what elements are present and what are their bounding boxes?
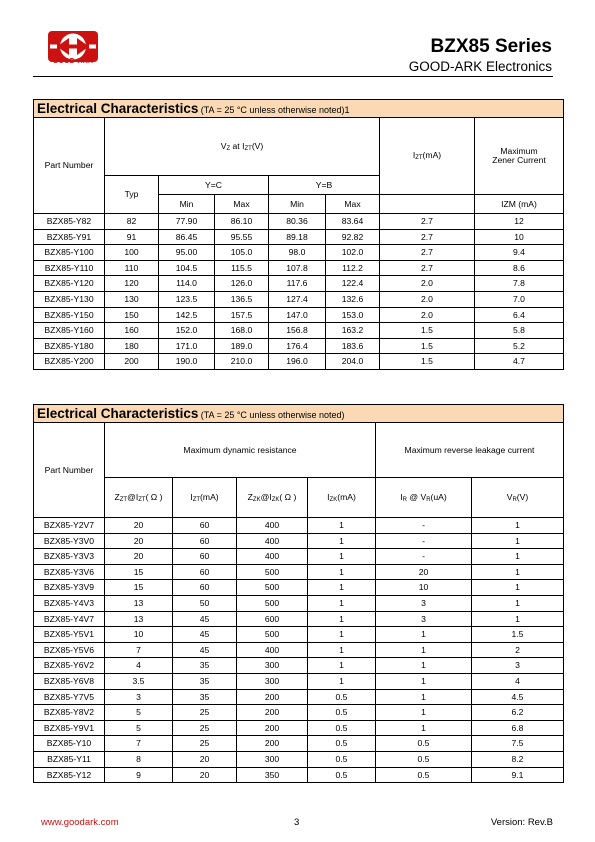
value-cell: 190.0	[159, 354, 215, 370]
value-cell: 1	[308, 595, 376, 611]
table1-header-izm: IZM (mA)	[475, 195, 564, 214]
value-cell: 5.8	[475, 323, 564, 339]
value-cell: 1	[472, 549, 564, 565]
value-cell: 163.2	[326, 323, 380, 339]
value-cell: 107.8	[269, 260, 326, 276]
table-row	[34, 533, 564, 549]
value-cell: 110	[105, 260, 159, 276]
value-cell: 35	[173, 673, 237, 689]
table1-header-izt: IZT(mA)	[380, 118, 475, 195]
value-cell: 60	[173, 564, 237, 580]
value-cell: 200	[237, 689, 308, 705]
table-row	[34, 518, 564, 534]
value-cell: 500	[237, 627, 308, 643]
value-cell: 8.2	[472, 751, 564, 767]
table1-header-yc-min: Min	[159, 195, 215, 214]
value-cell: 200	[105, 354, 159, 370]
value-cell: 1	[308, 673, 376, 689]
value-cell: 0.5	[308, 751, 376, 767]
part-number-cell: BZX85-Y11	[34, 751, 105, 767]
value-cell: 80.36	[269, 214, 326, 230]
table-row	[34, 229, 564, 245]
value-cell: 171.0	[159, 338, 215, 354]
value-cell: 3	[472, 658, 564, 674]
table2-title-band	[34, 405, 564, 423]
value-cell: -	[376, 533, 472, 549]
table1-header-yb-min: Min	[269, 195, 326, 214]
table1-header-part-number: Part Number	[34, 118, 105, 214]
value-cell: 89.18	[269, 229, 326, 245]
value-cell: 147.0	[269, 307, 326, 323]
value-cell: 400	[237, 533, 308, 549]
value-cell: 20	[173, 767, 237, 783]
value-cell: 156.8	[269, 323, 326, 339]
value-cell: 20	[376, 564, 472, 580]
value-cell: 350	[237, 767, 308, 783]
value-cell: 1	[308, 658, 376, 674]
table2-header-reverse-leakage: Maximum reverse leakage current	[376, 423, 564, 478]
value-cell: 4	[472, 673, 564, 689]
table1-header-izt-blank	[380, 195, 475, 214]
value-cell: -	[376, 549, 472, 565]
footer-page-number: 3	[294, 817, 300, 828]
table1-header-vz: VZ at IZT(V)	[105, 118, 380, 176]
value-cell: 1	[472, 595, 564, 611]
value-cell: 152.0	[159, 323, 215, 339]
value-cell: 35	[173, 658, 237, 674]
value-cell: 4.5	[472, 689, 564, 705]
value-cell: 6.2	[472, 705, 564, 721]
value-cell: 2.0	[380, 291, 475, 307]
value-cell: 500	[237, 580, 308, 596]
table-row	[34, 720, 564, 736]
value-cell: 153.0	[326, 307, 380, 323]
value-cell: 25	[173, 705, 237, 721]
value-cell: 7.5	[472, 736, 564, 752]
value-cell: 1	[376, 705, 472, 721]
part-number-cell: BZX85-Y5V1	[34, 627, 105, 643]
value-cell: 3.5	[105, 673, 173, 689]
value-cell: 500	[237, 564, 308, 580]
value-cell: 86.45	[159, 229, 215, 245]
value-cell: 150	[105, 307, 159, 323]
table-row	[34, 214, 564, 230]
part-number-cell: BZX85-Y3V9	[34, 580, 105, 596]
table2-header-dynamic-resistance: Maximum dynamic resistance	[105, 423, 376, 478]
value-cell: 2.7	[380, 260, 475, 276]
value-cell: -	[376, 518, 472, 534]
footer-version: Version: Rev.B	[490, 817, 553, 828]
value-cell: 105.0	[215, 245, 269, 261]
table-row	[34, 767, 564, 783]
table-row	[34, 580, 564, 596]
value-cell: 13	[105, 611, 173, 627]
header-divider	[33, 76, 553, 77]
value-cell: 2.0	[380, 307, 475, 323]
value-cell: 114.0	[159, 276, 215, 292]
value-cell: 127.4	[269, 291, 326, 307]
table-row	[34, 658, 564, 674]
part-number-cell: BZX85-Y4V3	[34, 595, 105, 611]
value-cell: 86.10	[215, 214, 269, 230]
table2-header-vr: VR(V)	[472, 478, 564, 518]
logo-text: GOOD-ARK	[52, 58, 94, 65]
value-cell: 300	[237, 751, 308, 767]
table1-header-yb: Y=B	[269, 176, 380, 195]
value-cell: 2.0	[380, 276, 475, 292]
value-cell: 1	[308, 627, 376, 643]
value-cell: 400	[237, 549, 308, 565]
table2-note: (TA = 25 °C unless otherwise noted)	[200, 409, 345, 420]
value-cell: 0.5	[376, 751, 472, 767]
value-cell: 50	[173, 595, 237, 611]
value-cell: 176.4	[269, 338, 326, 354]
value-cell: 400	[237, 518, 308, 534]
part-number-cell: BZX85-Y2V7	[34, 518, 105, 534]
value-cell: 91	[105, 229, 159, 245]
value-cell: 20	[173, 751, 237, 767]
value-cell: 142.5	[159, 307, 215, 323]
value-cell: 104.5	[159, 260, 215, 276]
part-number-cell: BZX85-Y7V5	[34, 689, 105, 705]
value-cell: 13	[105, 595, 173, 611]
value-cell: 45	[173, 627, 237, 643]
part-number-cell: BZX85-Y100	[34, 245, 105, 261]
value-cell: 15	[105, 580, 173, 596]
value-cell: 180	[105, 338, 159, 354]
value-cell: 1	[308, 564, 376, 580]
table-row	[34, 564, 564, 580]
table-row	[34, 245, 564, 261]
value-cell: 7.0	[475, 291, 564, 307]
value-cell: 1	[308, 580, 376, 596]
value-cell: 10	[105, 627, 173, 643]
part-number-cell: BZX85-Y4V7	[34, 611, 105, 627]
value-cell: 200	[237, 720, 308, 736]
value-cell: 4	[105, 658, 173, 674]
value-cell: 2.7	[380, 245, 475, 261]
electrical-characteristics-table-1	[33, 99, 564, 370]
value-cell: 60	[173, 549, 237, 565]
value-cell: 210.0	[215, 354, 269, 370]
value-cell: 1	[308, 642, 376, 658]
value-cell: 82	[105, 214, 159, 230]
value-cell: 204.0	[326, 354, 380, 370]
value-cell: 1	[376, 720, 472, 736]
electrical-characteristics-table-2	[33, 404, 564, 783]
value-cell: 5.2	[475, 338, 564, 354]
part-number-cell: BZX85-Y3V3	[34, 549, 105, 565]
value-cell: 1	[472, 564, 564, 580]
part-number-cell: BZX85-Y6V8	[34, 673, 105, 689]
value-cell: 120	[105, 276, 159, 292]
table-row	[34, 549, 564, 565]
footer-website-link[interactable]: www.goodark.com	[41, 817, 119, 828]
value-cell: 9.1	[472, 767, 564, 783]
value-cell: 1	[376, 627, 472, 643]
value-cell: 1	[472, 518, 564, 534]
value-cell: 0.5	[308, 720, 376, 736]
value-cell: 25	[173, 736, 237, 752]
table-row	[34, 323, 564, 339]
table1-header-yc-max: Max	[215, 195, 269, 214]
value-cell: 7.8	[475, 276, 564, 292]
value-cell: 3	[376, 611, 472, 627]
value-cell: 60	[173, 533, 237, 549]
series-title: BZX85 Series	[430, 36, 552, 57]
value-cell: 1	[472, 611, 564, 627]
table2-title: Electrical Characteristics	[37, 405, 199, 421]
value-cell: 1	[376, 642, 472, 658]
part-number-cell: BZX85-Y6V2	[34, 658, 105, 674]
value-cell: 0.5	[308, 767, 376, 783]
part-number-cell: BZX85-Y180	[34, 338, 105, 354]
part-number-cell: BZX85-Y9V1	[34, 720, 105, 736]
value-cell: 117.6	[269, 276, 326, 292]
value-cell: 136.5	[215, 291, 269, 307]
value-cell: 95.00	[159, 245, 215, 261]
table-row	[34, 260, 564, 276]
value-cell: 123.5	[159, 291, 215, 307]
value-cell: 6.8	[472, 720, 564, 736]
table1-header-max-zener-current: Maximum Zener Current	[475, 118, 564, 195]
value-cell: 45	[173, 642, 237, 658]
value-cell: 500	[237, 595, 308, 611]
value-cell: 77.90	[159, 214, 215, 230]
value-cell: 0.5	[308, 736, 376, 752]
table-row	[34, 338, 564, 354]
table1-title: Electrical Characteristics	[37, 100, 199, 116]
table1-body	[34, 214, 564, 370]
value-cell: 400	[237, 642, 308, 658]
part-number-cell: BZX85-Y160	[34, 323, 105, 339]
value-cell: 115.5	[215, 260, 269, 276]
value-cell: 132.6	[326, 291, 380, 307]
table-row	[34, 642, 564, 658]
value-cell: 102.0	[326, 245, 380, 261]
value-cell: 1.5	[380, 354, 475, 370]
value-cell: 6.4	[475, 307, 564, 323]
table-row	[34, 291, 564, 307]
table-row	[34, 276, 564, 292]
value-cell: 7	[105, 642, 173, 658]
value-cell: 122.4	[326, 276, 380, 292]
part-number-cell: BZX85-Y3V6	[34, 564, 105, 580]
value-cell: 1.5	[380, 323, 475, 339]
value-cell: 160	[105, 323, 159, 339]
value-cell: 20	[105, 549, 173, 565]
table-row	[34, 627, 564, 643]
value-cell: 8.6	[475, 260, 564, 276]
part-number-cell: BZX85-Y150	[34, 307, 105, 323]
value-cell: 1.5	[472, 627, 564, 643]
value-cell: 1	[376, 673, 472, 689]
table2-header-part-number: Part Number	[34, 423, 105, 518]
value-cell: 100	[105, 245, 159, 261]
value-cell: 1	[472, 533, 564, 549]
value-cell: 98.0	[269, 245, 326, 261]
value-cell: 1	[308, 549, 376, 565]
value-cell: 9	[105, 767, 173, 783]
table1-header-yb-max: Max	[326, 195, 380, 214]
part-number-cell: BZX85-Y10	[34, 736, 105, 752]
value-cell: 168.0	[215, 323, 269, 339]
table-row	[34, 354, 564, 370]
value-cell: 3	[376, 595, 472, 611]
table1-note: (TA = 25 °C unless otherwise noted)1	[200, 104, 350, 115]
value-cell: 2.7	[380, 214, 475, 230]
value-cell: 20	[105, 533, 173, 549]
part-number-cell: BZX85-Y200	[34, 354, 105, 370]
value-cell: 0.5	[308, 705, 376, 721]
table-row	[34, 736, 564, 752]
table-row	[34, 751, 564, 767]
table1-title-band	[34, 100, 564, 118]
table-row	[34, 595, 564, 611]
value-cell: 3	[105, 689, 173, 705]
value-cell: 60	[173, 580, 237, 596]
table1-header-yc: Y=C	[159, 176, 269, 195]
value-cell: 1	[376, 658, 472, 674]
value-cell: 112.2	[326, 260, 380, 276]
value-cell: 0.5	[376, 767, 472, 783]
value-cell: 12	[475, 214, 564, 230]
part-number-cell: BZX85-Y130	[34, 291, 105, 307]
table-row	[34, 611, 564, 627]
value-cell: 1	[376, 689, 472, 705]
value-cell: 600	[237, 611, 308, 627]
part-number-cell: BZX85-Y12	[34, 767, 105, 783]
part-number-cell: BZX85-Y3V0	[34, 533, 105, 549]
part-number-cell: BZX85-Y8V2	[34, 705, 105, 721]
value-cell: 4.7	[475, 354, 564, 370]
table-row	[34, 307, 564, 323]
part-number-cell: BZX85-Y82	[34, 214, 105, 230]
value-cell: 1	[308, 518, 376, 534]
part-number-cell: BZX85-Y5V6	[34, 642, 105, 658]
table2-header-izt: IZT(mA)	[173, 478, 237, 518]
table1-header-typ: Typ	[105, 176, 159, 214]
value-cell: 9.4	[475, 245, 564, 261]
value-cell: 157.5	[215, 307, 269, 323]
table2-header-zzk: ZZK@IZK( Ω )	[237, 478, 308, 518]
value-cell: 183.6	[326, 338, 380, 354]
value-cell: 1	[472, 580, 564, 596]
value-cell: 5	[105, 705, 173, 721]
value-cell: 10	[475, 229, 564, 245]
value-cell: 25	[173, 720, 237, 736]
value-cell: 8	[105, 751, 173, 767]
part-number-cell: BZX85-Y110	[34, 260, 105, 276]
value-cell: 7	[105, 736, 173, 752]
company-name: GOOD-ARK Electronics	[408, 59, 552, 74]
value-cell: 300	[237, 673, 308, 689]
value-cell: 1.5	[380, 338, 475, 354]
value-cell: 0.5	[376, 736, 472, 752]
table-row	[34, 689, 564, 705]
table-row	[34, 673, 564, 689]
value-cell: 2.7	[380, 229, 475, 245]
value-cell: 1	[308, 611, 376, 627]
value-cell: 20	[105, 518, 173, 534]
value-cell: 45	[173, 611, 237, 627]
value-cell: 35	[173, 689, 237, 705]
value-cell: 83.64	[326, 214, 380, 230]
part-number-cell: BZX85-Y120	[34, 276, 105, 292]
value-cell: 0.5	[308, 689, 376, 705]
table2-header-zzt: ZZT@IZT( Ω )	[105, 478, 173, 518]
value-cell: 10	[376, 580, 472, 596]
value-cell: 5	[105, 720, 173, 736]
table2-header-izk: IZK(mA)	[308, 478, 376, 518]
value-cell: 60	[173, 518, 237, 534]
value-cell: 126.0	[215, 276, 269, 292]
table2-header-ir: IR @ VR(uA)	[376, 478, 472, 518]
table-row	[34, 705, 564, 721]
value-cell: 1	[308, 533, 376, 549]
value-cell: 200	[237, 705, 308, 721]
value-cell: 95.55	[215, 229, 269, 245]
value-cell: 200	[237, 736, 308, 752]
table2-body	[34, 518, 564, 783]
value-cell: 300	[237, 658, 308, 674]
value-cell: 189.0	[215, 338, 269, 354]
part-number-cell: BZX85-Y91	[34, 229, 105, 245]
value-cell: 130	[105, 291, 159, 307]
value-cell: 196.0	[269, 354, 326, 370]
value-cell: 92.82	[326, 229, 380, 245]
value-cell: 2	[472, 642, 564, 658]
value-cell: 15	[105, 564, 173, 580]
